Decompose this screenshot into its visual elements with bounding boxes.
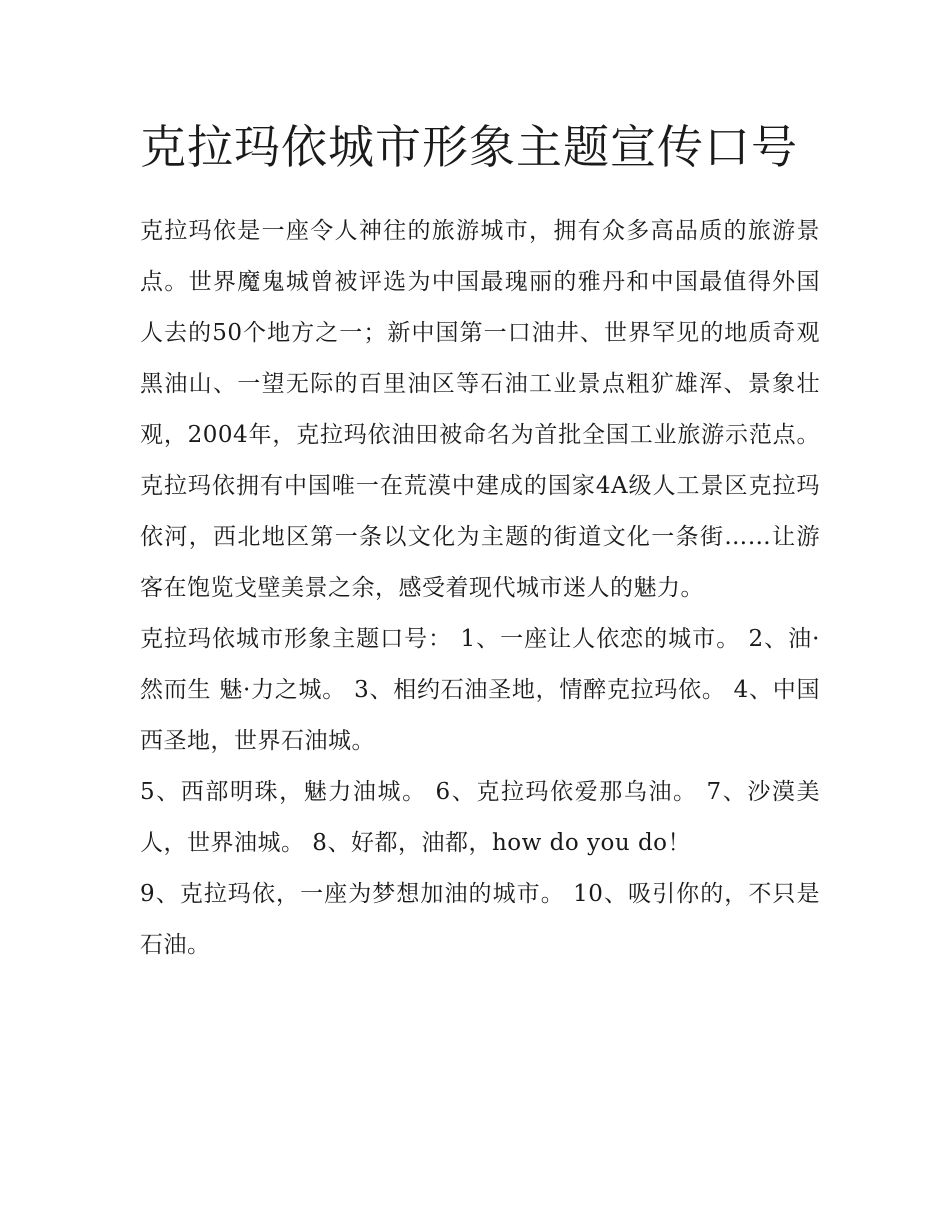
slogans-paragraph-2: 5、西部明珠，魅力油城。 6、克拉玛依爱那乌油。 7、沙漠美人，世界油城。 8、好都，油都，how do you do！ [140, 779, 820, 856]
slogans-paragraph-1: 克拉玛依城市形象主题口号： 1、一座让人依恋的城市。 2、油·然而生 魅·力之城。 3、相约石油圣地，情醉克拉玛依。 4、中国西圣地，世界石油城。 [140, 626, 820, 754]
slogans-paragraph-3: 9、克拉玛依，一座为梦想加油的城市。 10、吸引你的，不只是石油。 [140, 881, 820, 958]
document-page [140, 110, 820, 971]
document-title: 克拉玛依城市形象主题宣传口号 [140, 120, 798, 174]
intro-paragraph: 克拉玛依是一座令人神往的旅游城市，拥有众多高品质的旅游景点。世界魔鬼城曾被评选为中国最瑰丽的雅丹和中国最值得外国人去的50个地方之一；新中国第一口油井、世界罕见的地质奇观黑油山、一望无际的百里油区等石油工业景点粗犷雄浑、景象壮观，2004年，克拉玛依油田被命名为首批全国工业旅游示范点。克拉玛依拥有中国唯一在荒漠中建成的国家4A级人工景区克拉玛依河，西北地区第一条以文化为主题的街道文化一条街……让游客在饱览戈壁美景之余，感受着现代城市迷人的魅力。 [140, 218, 820, 601]
